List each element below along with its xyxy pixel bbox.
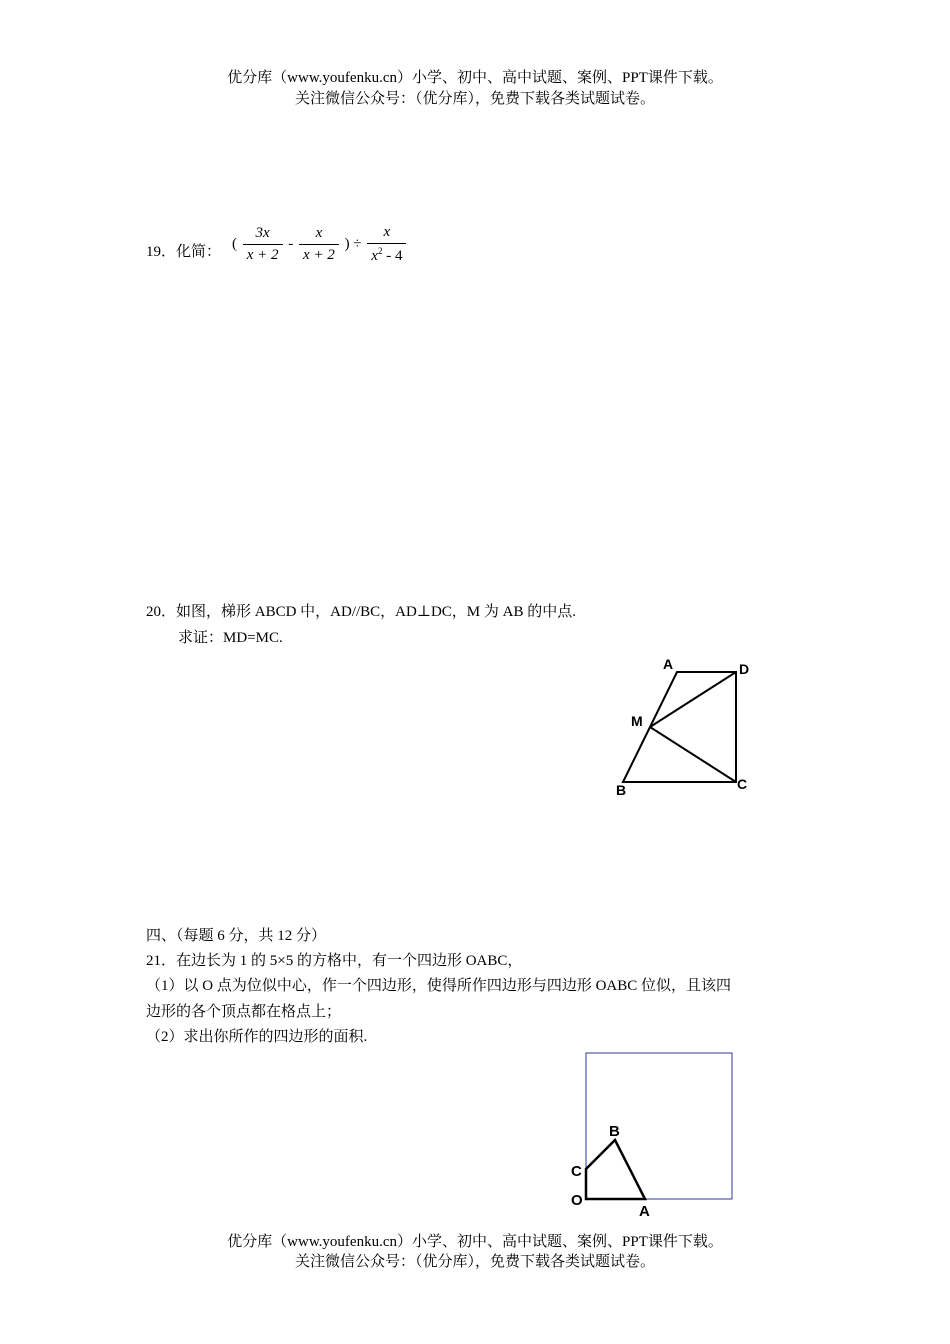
- q21-grid-figure: [565, 1045, 745, 1225]
- q19-label: 19．化简：: [146, 244, 222, 260]
- q19-minus: -: [288, 235, 294, 252]
- label-m: M: [631, 713, 643, 729]
- header-line-1: 优分库（www.youfenku.cn）小学、初中、高中试题、案例、PPT课件下载。: [227, 70, 723, 86]
- q19-frac2-denominator: x + 2: [303, 247, 335, 263]
- q19-open-paren: (: [232, 235, 237, 252]
- label-a: A: [663, 656, 674, 672]
- q21-line-1: 21．在边长为 1 的 5×5 的方格中，有一个四边形 OABC，: [146, 953, 523, 969]
- q19-frac1-numerator: 3x: [243, 225, 283, 245]
- label-c: C: [571, 1163, 582, 1180]
- label-d: D: [739, 661, 750, 677]
- q20-line-1: 20．如图，梯形 ABCD 中，AD//BC，AD⊥DC，M 为 AB 的中点.: [146, 604, 576, 620]
- q19-fraction-2: [299, 225, 339, 264]
- q19-frac1-denominator: x + 2: [246, 247, 279, 263]
- grid-5x5-square: [586, 1053, 732, 1199]
- q19-close-divide: ) ÷: [344, 235, 362, 252]
- label-a: A: [639, 1203, 650, 1220]
- label-c: C: [737, 776, 748, 792]
- q19-fraction-3: [367, 224, 406, 265]
- q21-part-2: （2）求出你所作的四边形的面积.: [146, 1029, 368, 1045]
- q21-part-1b: 边形的各个顶点都在格点上；: [146, 1004, 342, 1020]
- label-b: B: [616, 782, 627, 798]
- q19-frac2-numerator: x: [299, 225, 339, 245]
- header-line-2: 关注微信公众号：（优分库），免费下载各类试题试卷。: [294, 91, 655, 107]
- label-b: B: [609, 1123, 620, 1140]
- q19-frac3-den-base: x: [371, 248, 378, 264]
- q19-frac3-denominator: [367, 244, 406, 265]
- footer-line-1: 优分库（www.youfenku.cn）小学、初中、高中试题、案例、PPT课件下载。: [227, 1234, 723, 1250]
- q20-trapezoid-figure: [600, 650, 770, 800]
- q19-frac3-numerator: x: [367, 224, 406, 244]
- q20-line-2: 求证：MD=MC.: [178, 630, 283, 646]
- segment-mc: [650, 727, 736, 782]
- q19-formula: [232, 224, 408, 265]
- footer-line-2: 关注微信公众号：（优分库），免费下载各类试题试卷。: [294, 1254, 655, 1270]
- q19-fraction-1: [243, 225, 283, 264]
- section-4-heading: 四、（每题 6 分，共 12 分）: [146, 928, 327, 944]
- q19-frac3-den-exponent: 2: [377, 246, 383, 256]
- label-o: O: [571, 1192, 583, 1209]
- q19-frac3-den-rest: - 4: [382, 248, 403, 264]
- quadrilateral-oabc: [586, 1140, 645, 1199]
- q21-part-1a: （1）以 O 点为位似中心，作一个四边形，使得所作四边形与四边形 OABC 位似，且该四: [146, 978, 732, 994]
